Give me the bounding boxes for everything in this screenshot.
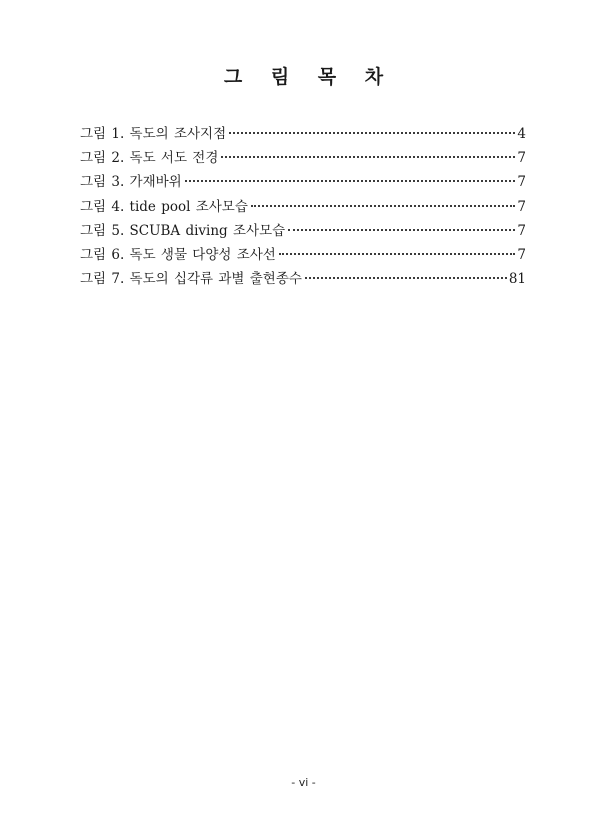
dot-leader [229,132,515,134]
toc-entry-label: 그림 2. 독도 서도 전경 [80,150,219,167]
toc-entry-label: 그림 1. 독도의 조사지점 [80,126,227,142]
toc-entry[interactable] [80,122,526,146]
toc-entry-page: 81 [508,271,526,288]
toc-entry-label: 그림 3. 가재바위 [80,174,182,191]
toc-entry-page: 7 [517,222,526,239]
dot-leader [305,277,507,279]
toc-entry[interactable] [80,146,526,170]
toc-entry-label: 그림 4. tide pool 조사모습 [80,198,248,215]
toc-entry-page: 4 [517,126,526,142]
toc-entry-label: 그림 7. 독도의 십각류 과별 출현종수 [80,271,302,288]
toc-entry-label: 그림 5. SCUBA diving 조사모습 [80,222,286,239]
dot-leader [251,205,516,207]
page-title: 그 림 목 차 [223,66,395,88]
dot-leader [221,156,515,158]
toc-entry[interactable] [80,195,526,219]
toc-entry-label: 그림 6. 독도 생물 다양성 조사선 [80,246,276,263]
toc-entry-page: 7 [517,174,526,191]
toc-entry[interactable] [80,243,526,267]
toc-entry-page: 7 [517,198,526,215]
dot-leader [288,229,515,231]
toc-entry-page: 7 [517,150,526,167]
dot-leader [279,253,516,255]
toc-entry-page: 7 [517,246,526,263]
table-of-figures [80,122,526,291]
toc-entry[interactable] [80,170,526,194]
page-number: - vi - [291,776,316,789]
dot-leader [185,180,516,182]
toc-entry[interactable] [80,219,526,243]
toc-entry[interactable] [80,267,526,291]
